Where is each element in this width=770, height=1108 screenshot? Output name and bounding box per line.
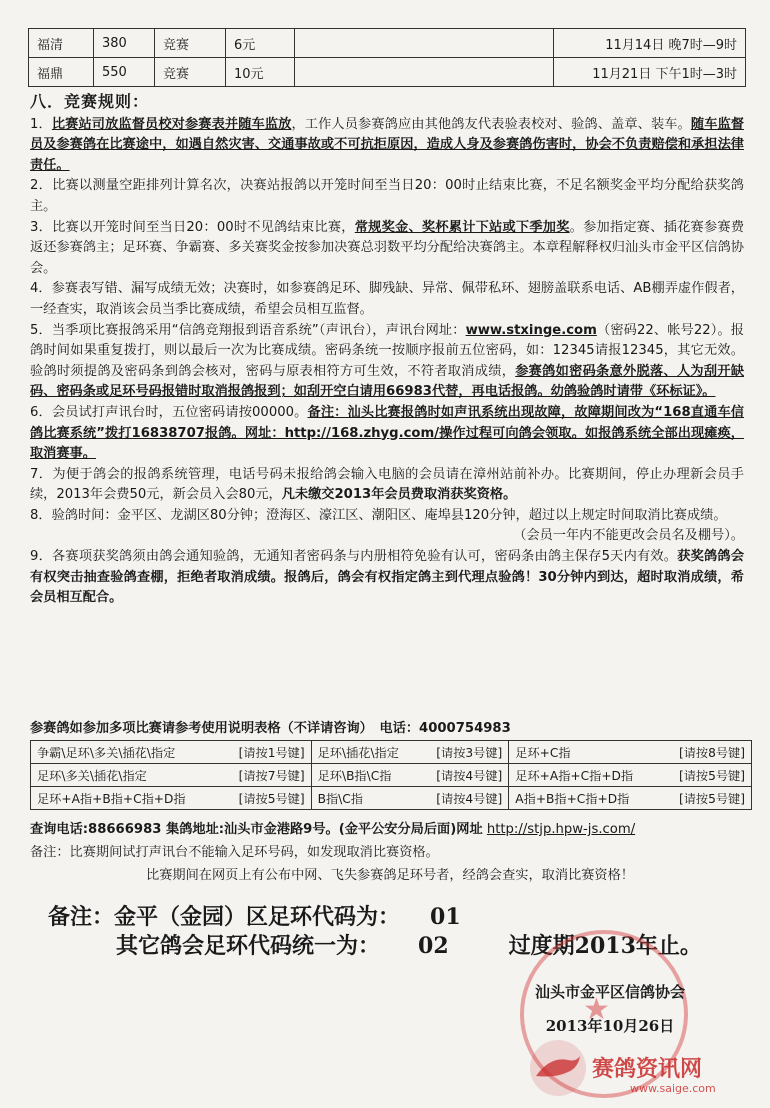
date-cell: 11月14日 晚7时—9时 [554,29,746,58]
rule-emphasis: 常规奖金、奖杯累计下站或下季加奖 [354,219,570,235]
rule-text: 6．会员试打声讯台时，五位密码请按00000。 [30,404,308,420]
rule-emphasis: 获奖鸽鸽会有权突击抽查验鸽查棚，拒绝者取消成绩。报鸽后，鸽会有权指定鸽主到代理点验鸽！30分钟内到达，超时取消成绩，希会员相互配合。 [30,549,745,606]
key-cell [509,741,752,764]
rule-text: （密码22、帐号22）。报鸽时间如果重复拨打，则以最后一次为比赛成绩。密码条统一按顺序报前五位密码，如：12345请报12345，其它无效。验鸽时须提鸽及密码条到鸽会核对，密码与原表相符方可生效，不符者取消成绩， [30,322,744,379]
rule-8-note: （会员一年内不能更改会员名及棚号）。 [513,528,744,544]
key-number: [请按1号键] [238,745,305,760]
key-number: [请按8号键] [678,745,745,760]
key-option: 足环+C指 [515,745,571,760]
key-code-header: 参赛鸽如参加多项比赛请参考使用说明表格（不详请咨询） 电话：4000754983 [30,721,511,736]
key-option: 足环+A指+B指+C指+D指 [37,791,186,806]
section-title: 八．竞赛规则： [30,92,150,111]
key-option: 足环\多关\插花\指定 [37,768,147,783]
rule-emphasis: 比赛站司放监督员校对参赛表并随车监放 [51,116,292,132]
ring-code-line-1 [48,903,702,932]
key-code-table [30,740,752,810]
fee-cell: 6元 [226,29,295,58]
ring-code-text: 其它鸽会足环代码统一为： [116,933,381,959]
key-option: 足环+A指+C指+D指 [515,768,634,783]
key-cell [31,741,312,764]
key-cell [31,787,312,810]
fee-cell: 10元 [226,58,295,87]
key-option: 争霸\足环\多关\插花\指定 [37,745,176,760]
table-row [29,58,746,87]
watermark-url: www.saige.com [630,1082,716,1095]
key-number: [请按4号键] [436,768,503,783]
rule-9 [30,547,744,609]
ring-code-text: 备注：金平（金园）区足环代码为： [48,904,401,930]
rule-6 [30,403,744,465]
blank-cell [295,29,554,58]
contact-line [30,818,750,841]
race-schedule-table [28,28,746,87]
issue-date: 2013年10月26日 [545,1017,675,1035]
rule-5 [30,321,744,403]
key-option: 足环\B指\C指 [317,768,392,783]
blank-cell [295,58,554,87]
key-cell [311,741,509,764]
rule-emphasis: 随车监督员及参赛鸽在比赛途中，如遇自然灾害、交通事故或不可抗拒原因，造成人身及参赛鸽伤害时，协会不负责赔偿和承担法律责任。 [30,116,745,173]
contact-info [30,818,750,887]
competition-rules [30,92,744,609]
rule-text: 。参加指定赛、插花赛参赛费返还参赛鸽主；足环赛、争霸赛、多关赛奖金按参加决赛总羽数平均分配给决赛鸽主。本章程解释权归汕头市金平区信鸽协会。 [30,219,745,276]
key-code-guide [30,717,750,810]
key-cell [509,787,752,810]
rule-3 [30,218,744,280]
remark-line: 备注：比赛期间试打声讯台不能输入足环号码，如发现取消比赛资格。 [30,845,439,860]
ring-code-value: 01 [430,904,461,930]
watermark-site-name: 赛鸽资讯网 [592,1057,703,1082]
key-cell [31,764,312,787]
table-row [31,741,752,764]
key-number: [请按3号键] [436,745,503,760]
key-option: A指+B指+C指+D指 [515,791,630,806]
key-number: [请按5号键] [678,791,745,806]
rule-7 [30,465,744,506]
distance-cell: 550 [94,58,155,87]
rule-emphasis: 凡未缴交2013年会员费取消获奖资格。 [281,487,517,503]
type-cell: 竞赛 [155,58,226,87]
type-cell: 竞赛 [155,29,226,58]
rule-2: 2．比赛以测量空距排列计算名次，决赛站报鸽以开笼时间至当日20：00时止结束比赛，不足名额奖金平均分配给获奖鸽主。 [30,178,744,214]
association-website-link[interactable]: http://stjp.hpw-js.com/ [486,822,636,837]
rule-1 [30,115,744,177]
distance-cell: 380 [94,29,155,58]
rule-text: ，工作人员参赛鸽应由其他鸽友代表验表校对、验鸽、盖章、装车。 [291,116,691,132]
key-cell [509,764,752,787]
rule-4: 4．参赛表写错、漏写成绩无效；决赛时，如参赛鸽足环、脚残缺、异常、佩带私环、翅膀盖联系电话、AB棚弄虚作假者，一经查实，取消该会员当季比赛成绩，希望会员相互监督。 [30,281,744,317]
key-option: B指\C指 [317,791,363,806]
key-cell [311,764,509,787]
key-number: [请按7号键] [238,768,305,783]
location-cell: 福鼎 [29,58,94,87]
organization-name: 汕头市金平区信鸽协会 [534,983,685,1001]
rule-text: 7．为便于鸽会的报鸽系统管理，电话号码未报给鸽会输入电脑的会员请在漳州站前补办。比赛期间，停止办理新会员手续，2013年会费50元，新会员入会80元， [30,466,744,503]
rule-8: 8．验鸽时间：金平区、龙湖区80分钟；澄海区、濠江区、潮阳区、庵埠县120分钟，超过以上规定时间取消比赛成绩。 [30,507,727,523]
key-number: [请按4号键] [436,791,503,806]
key-number: [请按5号键] [238,791,305,806]
disqualification-notice: 比赛期间在网页上有公布中网、飞失参赛鸽足环号者，经鸽会查实，取消比赛资格！ [146,868,634,883]
seal-star-icon: ★ [583,992,610,1027]
rule-number: 1． [30,116,52,132]
rule-text: 5．当季项比赛报鸽采用“信鸽竞翔报到语音系统”（声讯台），声讯台网址： [30,322,466,338]
rule-emphasis: 参赛鸽如密码条意外脱落、人为刮开缺码、密码条或足环号码报错时取消报鸽报到；如刮开空白请用66983代替，再电话报鸽。幼鸽验鸽时请带《环标证》。 [30,363,745,400]
hotline-website-link[interactable]: www.stxinge.com [465,322,597,338]
rule-text: 3．比赛以开笼时间至当日20：00时不见鸽结束比赛， [30,219,355,235]
table-row [29,29,746,58]
rule-text: 9．各赛项获奖鸽须由鸽会通知验鸽，无通知者密码条与内册相符免验有认可，密码条由鸽主保存5天内有效。 [30,549,678,565]
key-number: [请按5号键] [678,768,745,783]
key-cell [311,787,509,810]
pigeon-logo-icon [528,1038,588,1098]
table-row [31,764,752,787]
location-cell: 福清 [29,29,94,58]
date-cell: 11月21日 下午1时—3时 [554,58,746,87]
ring-code-value: 02 [418,933,449,959]
transition-period: 过度期2013年止。 [508,933,702,959]
signature-block [500,975,720,1043]
contact-text: 查询电话:88666983 集鸽地址:汕头市金港路9号。(金平公安分局后面)网址 [30,822,483,837]
key-option: 足环\插花\指定 [317,745,399,760]
table-row [31,787,752,810]
rule-emphasis: 备注：汕头比赛报鸽时如声讯系统出现故障，故障期间改为“168直通车信鸽比赛系统”拨打16838707报鸽。网址：http://168.zhyg.com/操作过程可向鸽会领取。如报鸽系统全部出现瘫痪，取消赛事。 [30,404,744,462]
